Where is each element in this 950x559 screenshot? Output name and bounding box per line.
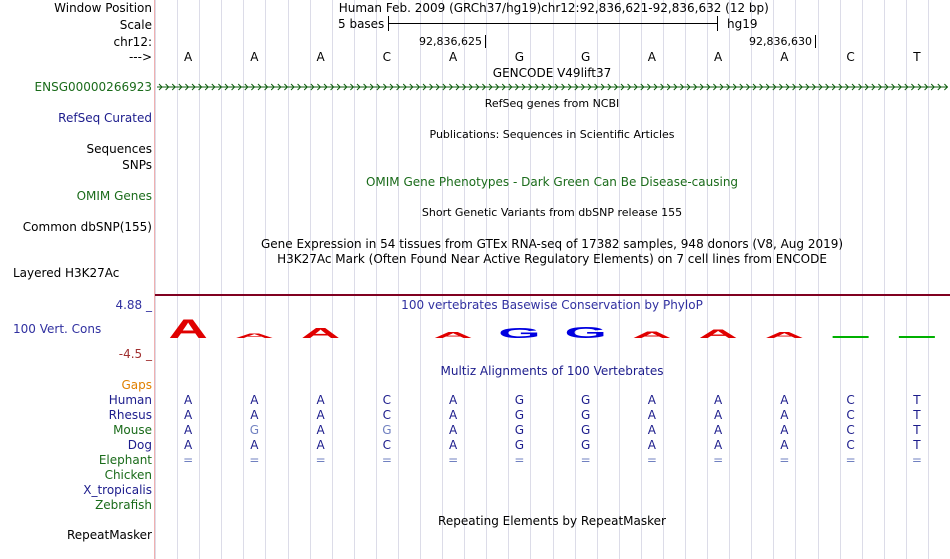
scale-text: 5 bases <box>338 17 385 31</box>
alignment-base: A <box>714 438 723 452</box>
alignment-base: A <box>449 408 458 422</box>
alignment-base: G <box>514 438 525 452</box>
alignment-base: A <box>250 408 259 422</box>
assembly-title: Human Feb. 2009 (GRCh37/hg19) <box>338 1 542 15</box>
alignment-base: G <box>249 423 260 437</box>
cons-logo-letter: A <box>698 327 738 340</box>
alignment-base: = <box>514 453 525 467</box>
cons-track-label[interactable]: 100 Vert. Cons <box>13 322 102 336</box>
alignment-base: A <box>449 423 458 437</box>
repeatmasker-label[interactable]: RepeatMasker <box>66 528 152 542</box>
cons-bar <box>833 336 869 338</box>
base-letter: A <box>449 50 458 64</box>
alignment-base: = <box>580 453 591 467</box>
base-letter: C <box>846 50 855 64</box>
scale-bar-right-tick <box>717 16 718 31</box>
base-letter: A <box>184 50 193 64</box>
track-image[interactable] <box>155 0 950 559</box>
alignment-base: = <box>779 453 790 467</box>
species-label-xtropicalis[interactable]: X_tropicalis <box>83 483 152 497</box>
scale-bar-left-tick <box>388 16 389 31</box>
scale-label[interactable]: Scale <box>119 18 152 32</box>
alignment-base: A <box>647 423 656 437</box>
alignment-base: A <box>184 393 193 407</box>
alignment-base: A <box>316 438 325 452</box>
track-labels <box>0 0 154 559</box>
alignment-base: A <box>780 393 789 407</box>
alignment-base: A <box>250 393 259 407</box>
alignment-base: A <box>449 438 458 452</box>
coord-label-1: 92,836,625 <box>419 35 482 48</box>
phylop-track-title: 100 vertebrates Basewise Conservation by PhyloP <box>401 298 703 312</box>
alignment-base: A <box>184 423 193 437</box>
alignment-base: A <box>184 408 193 422</box>
alignment-base: A <box>780 408 789 422</box>
gencode-track-title: GENCODE V49lift37 <box>492 66 612 80</box>
alignment-base: = <box>713 453 724 467</box>
alignment-base: C <box>846 423 855 437</box>
base-letter: T <box>913 50 921 64</box>
alignment-base: G <box>514 393 525 407</box>
base-letter: A <box>250 50 259 64</box>
alignment-base: A <box>316 408 325 422</box>
alignment-base: G <box>580 408 591 422</box>
species-label-rhesus[interactable]: Rhesus <box>108 408 152 422</box>
cons-bar <box>899 336 935 338</box>
species-label-chicken[interactable]: Chicken <box>104 468 152 482</box>
species-label-human[interactable]: Human <box>108 393 152 407</box>
alignment-base: = <box>845 453 856 467</box>
alignment-base: A <box>316 423 325 437</box>
cons-logo-letter: G <box>564 324 607 340</box>
dbsnp-label[interactable]: Common dbSNP(155) <box>22 220 152 234</box>
cons-logo-letter: A <box>168 314 208 340</box>
alignment-base: A <box>449 393 458 407</box>
base-letter: C <box>382 50 392 64</box>
alignment-base: T <box>913 438 921 452</box>
chrom-label[interactable]: chr12: <box>113 35 152 49</box>
species-label-mouse[interactable]: Mouse <box>113 423 152 437</box>
scale-bar <box>388 23 718 24</box>
cons-top-line <box>155 294 950 296</box>
refseq-track-title: RefSeq genes from NCBI <box>484 97 620 110</box>
alignment-base: = <box>183 453 194 467</box>
alignment-base: A <box>714 393 723 407</box>
gaps-label[interactable]: Gaps <box>121 378 152 392</box>
alignment-base: = <box>315 453 326 467</box>
strand-arrow-label[interactable]: ---> <box>128 50 152 64</box>
species-label-elephant[interactable]: Elephant <box>98 453 152 467</box>
gencode-gene-model[interactable] <box>155 80 950 94</box>
snps-label[interactable]: SNPs <box>122 158 152 172</box>
alignment-base: A <box>714 423 723 437</box>
omim-label[interactable]: OMIM Genes <box>76 189 152 203</box>
alignment-base: T <box>913 423 921 437</box>
alignment-base: A <box>184 438 193 452</box>
alignment-base: C <box>382 408 392 422</box>
alignment-base: G <box>514 408 525 422</box>
alignment-base: A <box>647 393 656 407</box>
alignment-base: G <box>514 423 525 437</box>
cons-logo-letter: A <box>300 325 341 340</box>
alignment-base: A <box>647 408 656 422</box>
alignment-base: = <box>448 453 459 467</box>
omim-track-title: OMIM Gene Phenotypes - Dark Green Can Be Disease-causing <box>365 175 739 189</box>
multiz-track-title: Multiz Alignments of 100 Vertebrates <box>440 364 664 378</box>
h3k27ac-track-title: H3K27Ac Mark (Often Found Near Active Regulatory Elements) on 7 cell lines from ENCODE <box>277 252 827 266</box>
position-title: chr12:92,836,621-92,836,632 (12 bp) <box>541 1 769 15</box>
cons-logo-letter: A <box>764 331 805 340</box>
alignment-base: G <box>580 393 591 407</box>
species-label-dog[interactable]: Dog <box>127 438 152 452</box>
cons-max-label: 4.88 _ <box>115 298 152 312</box>
base-letter: A <box>714 50 723 64</box>
alignment-base: A <box>780 423 789 437</box>
alignment-base: T <box>913 408 921 422</box>
alignment-base: A <box>250 438 259 452</box>
alignment-base: C <box>846 438 855 452</box>
scale-db: hg19 <box>727 17 758 31</box>
base-letter: G <box>580 50 591 64</box>
species-label-zebrafish[interactable]: Zebrafish <box>95 498 152 512</box>
alignment-base: A <box>316 393 325 407</box>
repeatmasker-track-title: Repeating Elements by RepeatMasker <box>438 514 666 528</box>
coord-tick-2 <box>815 35 816 48</box>
base-letter: A <box>780 50 789 64</box>
refseq-label[interactable]: RefSeq Curated <box>58 111 152 125</box>
alignment-base: A <box>714 408 723 422</box>
alignment-base: C <box>846 408 855 422</box>
coord-tick-1 <box>485 35 486 48</box>
cons-logo-letter: G <box>498 325 541 340</box>
alignment-base: G <box>382 423 392 437</box>
alignment-base: G <box>580 423 591 437</box>
alignment-base: = <box>646 453 657 467</box>
alignment-base: = <box>911 453 922 467</box>
coord-label-2: 92,836,630 <box>749 35 812 48</box>
base-letter: A <box>647 50 656 64</box>
h3k27ac-label[interactable]: Layered H3K27Ac <box>13 266 120 280</box>
cons-logo-letter: A <box>433 331 473 340</box>
cons-min-label: -4.5 _ <box>118 347 152 361</box>
alignment-base: = <box>381 453 392 467</box>
conservation-logo[interactable] <box>155 312 950 340</box>
alignment-base: T <box>913 393 921 407</box>
alignment-base: A <box>647 438 656 452</box>
base-letter: A <box>316 50 325 64</box>
alignment-base: A <box>780 438 789 452</box>
gencode-gene-label[interactable]: ENSG00000266923 <box>34 80 152 94</box>
alignment-base: C <box>382 393 392 407</box>
alignment-base: C <box>382 438 392 452</box>
window-position-label[interactable]: Window Position <box>54 1 152 15</box>
alignment-base: G <box>580 438 591 452</box>
gtex-track-title: Gene Expression in 54 tissues from GTEx RNA-seq of 17382 samples, 948 donors (V8, Aug 2019) <box>260 237 844 251</box>
base-letter: G <box>514 50 525 64</box>
cons-logo-letter: A <box>234 332 275 340</box>
publications-track-title: Publications: Sequences in Scientific Articles <box>429 128 675 141</box>
dbsnp-track-title: Short Genetic Variants from dbSNP release 155 <box>421 206 683 219</box>
cons-logo-letter: A <box>632 329 672 340</box>
alignment-base: = <box>249 453 260 467</box>
sequences-label[interactable]: Sequences <box>86 142 152 156</box>
alignment-base: C <box>846 393 855 407</box>
